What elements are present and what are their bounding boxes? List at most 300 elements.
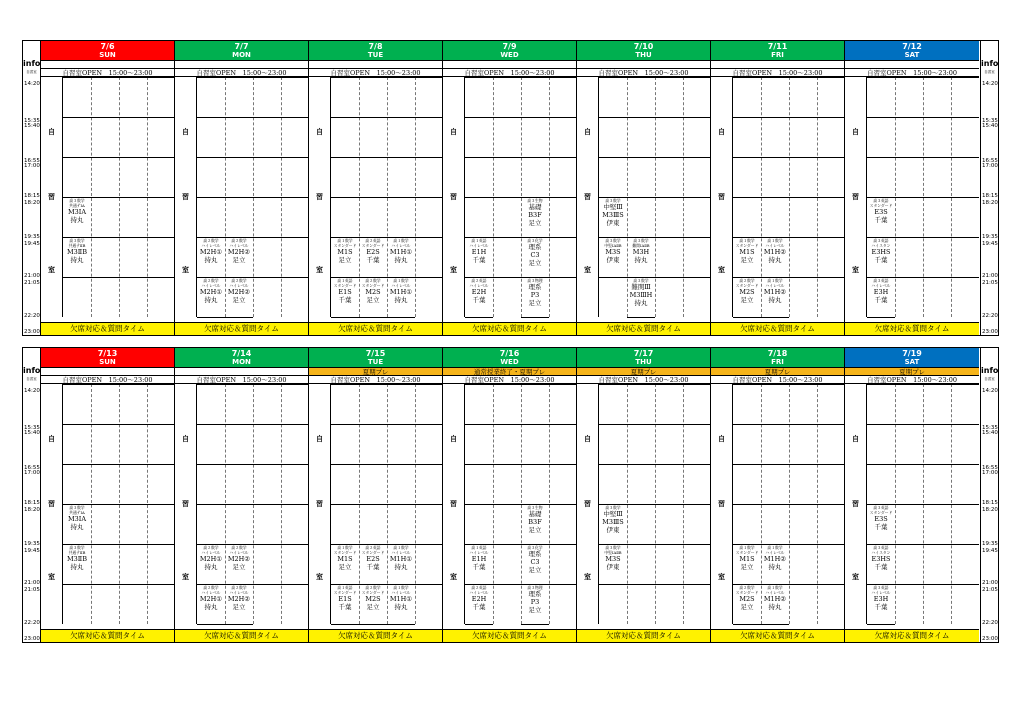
day-weekday: WED xyxy=(500,358,519,366)
class-level: ハイレベル xyxy=(391,550,411,555)
class-subject: 高３物理 xyxy=(527,278,543,283)
class-subject: 高２英語 xyxy=(365,238,381,243)
class-teacher: 持丸 xyxy=(634,256,648,264)
class-teacher: 足立 xyxy=(232,603,246,611)
cell-divider xyxy=(521,624,549,625)
class-cell xyxy=(600,238,626,276)
time-label: 21:05 xyxy=(982,587,998,593)
class-code: E3S xyxy=(874,208,888,216)
class-cell xyxy=(226,585,252,623)
time-label: 15:40 xyxy=(982,123,998,129)
info-row: 夏期プレ xyxy=(711,368,844,376)
class-code: 理系 xyxy=(528,590,542,598)
class-code: E1S xyxy=(338,595,352,603)
class-teacher: 千葉 xyxy=(472,603,486,611)
class-subject: 高２数学 xyxy=(203,545,219,550)
class-teacher: 足立 xyxy=(232,256,246,264)
class-code: 基礎 xyxy=(528,203,542,211)
class-cell xyxy=(332,278,358,316)
class-teacher: 足立 xyxy=(528,219,542,227)
class-code: M3ⅠA xyxy=(67,515,87,523)
study-room-char: 室 xyxy=(182,265,189,274)
class-code: M2S xyxy=(365,595,381,603)
class-teacher: 持丸 xyxy=(204,603,218,611)
class-subject: 高３数学 xyxy=(69,545,85,550)
class-teacher: 伊東 xyxy=(606,526,620,534)
class-level: ハイレベル xyxy=(229,283,249,288)
grid-line xyxy=(197,424,309,425)
class-teacher: 持丸 xyxy=(394,603,408,611)
class-subject: 高３数学 xyxy=(605,198,621,203)
class-subject: 高３数学 xyxy=(605,545,621,550)
class-teacher: 持丸 xyxy=(394,563,408,571)
class-teacher: 千葉 xyxy=(366,563,380,571)
time-label: 14:20 xyxy=(982,388,998,394)
time-label: 16:55 xyxy=(982,465,998,471)
class-cell xyxy=(360,278,386,316)
class-level: ハイレベル xyxy=(871,283,891,288)
class-cell xyxy=(868,198,894,236)
cell-divider xyxy=(197,317,225,318)
study-room-char: 室 xyxy=(718,572,725,581)
class-teacher: 千葉 xyxy=(472,563,486,571)
study-room-char: 習 xyxy=(718,192,725,201)
cell-divider xyxy=(465,317,493,318)
time-label: 23:00 xyxy=(24,329,40,335)
day-column-fri xyxy=(711,41,845,335)
study-room-char: 習 xyxy=(584,192,591,201)
class-code: M1S xyxy=(739,248,755,256)
class-subject: 高２数学 xyxy=(739,585,755,590)
study-room-char: 室 xyxy=(852,265,859,274)
class-code: M2S xyxy=(739,288,755,296)
class-cell xyxy=(466,545,492,583)
time-label: 15:35 xyxy=(24,425,40,431)
class-subject: 高２数学 xyxy=(231,238,247,243)
class-level: ハイレベル xyxy=(469,283,489,288)
day-column-thu xyxy=(577,348,711,642)
study-room-char: 室 xyxy=(450,265,457,274)
class-code: E3S xyxy=(874,515,888,523)
class-teacher: 足立 xyxy=(740,563,754,571)
day-header xyxy=(309,41,442,61)
grid-line xyxy=(331,157,443,158)
time-label: 18:20 xyxy=(982,507,998,513)
study-room-vertical-label xyxy=(309,77,331,317)
class-code: E3H xyxy=(873,595,889,603)
open-hours: 自習室OPEN 15:00～23:00 xyxy=(711,69,844,77)
info-label: info xyxy=(23,366,41,375)
class-level: スタンダード xyxy=(735,283,759,288)
class-teacher: 足立 xyxy=(232,563,246,571)
info-row xyxy=(711,61,844,69)
class-level: ハイレベル xyxy=(229,590,249,595)
info-label: info xyxy=(981,59,999,68)
time-label: 19:35 xyxy=(982,234,998,240)
cell-divider xyxy=(599,584,627,585)
time-label: 14:20 xyxy=(982,81,998,87)
class-cell xyxy=(868,545,894,583)
time-label: 18:15 xyxy=(24,193,40,199)
grid-line xyxy=(733,77,845,78)
class-teacher: 足立 xyxy=(528,566,542,574)
info-row xyxy=(577,61,710,69)
open-hours: 自習室OPEN 15:00～23:00 xyxy=(577,376,710,384)
day-column-tue xyxy=(309,348,443,642)
study-room-char: 自 xyxy=(48,127,55,136)
class-subject: 高１数学 xyxy=(767,278,783,283)
time-label: 22:20 xyxy=(982,313,998,319)
grid-line xyxy=(599,384,711,385)
class-cell xyxy=(762,238,788,276)
study-room-char: 習 xyxy=(48,192,55,201)
class-level: ハイレベル xyxy=(391,243,411,248)
day-weekday: THU xyxy=(635,51,652,59)
class-teacher: 持丸 xyxy=(768,296,782,304)
question-time-bar: 欠席対応＆質問タイム xyxy=(845,322,979,335)
class-cell xyxy=(332,238,358,276)
grid-line xyxy=(599,464,711,465)
day-header xyxy=(577,41,710,61)
grid-line xyxy=(867,77,979,78)
grid-line xyxy=(63,424,175,425)
class-code: 難関Ⅲ xyxy=(631,283,651,291)
class-level: スタンダード xyxy=(333,590,357,595)
class-level: ハイレベル xyxy=(871,590,891,595)
study-room-char: 習 xyxy=(718,499,725,508)
class-subject: 高３数学 xyxy=(605,505,621,510)
class-cell xyxy=(198,278,224,316)
info-label: info xyxy=(981,366,999,375)
class-cell xyxy=(332,585,358,623)
time-label: 21:00 xyxy=(24,273,40,279)
cell-divider xyxy=(761,624,789,625)
class-teacher: 千葉 xyxy=(874,563,888,571)
class-subject: 高３数学 xyxy=(69,505,85,510)
day-date: 7/12 xyxy=(902,42,922,51)
day-weekday: FRI xyxy=(771,51,784,59)
cell-divider xyxy=(465,624,493,625)
class-cell xyxy=(522,545,548,583)
time-label: 15:40 xyxy=(982,430,998,436)
class-teacher: 千葉 xyxy=(366,256,380,264)
class-level: ハイレベル xyxy=(391,590,411,595)
class-subject: 高１数学 xyxy=(393,278,409,283)
time-column-left xyxy=(23,348,41,642)
grid-line xyxy=(197,117,309,118)
day-date: 7/16 xyxy=(499,349,520,358)
class-cell xyxy=(64,505,90,543)
class-cell xyxy=(734,278,760,316)
class-subject: 高２数学 xyxy=(231,585,247,590)
day-date: 7/14 xyxy=(231,349,252,358)
class-teacher: M3ⅢS xyxy=(602,518,624,526)
day-weekday: SAT xyxy=(904,51,920,59)
class-code: M1H① xyxy=(389,288,413,296)
time-label: 22:20 xyxy=(982,620,998,626)
class-code: M1H① xyxy=(389,248,413,256)
class-teacher: 持丸 xyxy=(70,256,84,264)
class-subject: 高１数学 xyxy=(767,585,783,590)
day-date: 7/7 xyxy=(234,42,249,51)
class-subject: 高２数学 xyxy=(365,278,381,283)
grid-line xyxy=(331,77,443,78)
grid-line xyxy=(599,77,711,78)
day-header xyxy=(309,348,442,368)
grid-line xyxy=(197,384,309,385)
class-code: E3HS xyxy=(871,248,891,256)
class-cell xyxy=(360,585,386,623)
class-teacher: C3 xyxy=(530,558,540,566)
grid-line xyxy=(465,464,577,465)
day-column-wed xyxy=(443,41,577,335)
class-cell xyxy=(388,585,414,623)
study-room-label: 自習室 xyxy=(984,70,995,74)
class-subject: 高３英語 xyxy=(873,545,889,550)
class-cell xyxy=(226,278,252,316)
class-teacher: 足立 xyxy=(528,299,542,307)
class-code: E2S xyxy=(366,555,380,563)
class-code: M1H① xyxy=(389,555,413,563)
time-label: 19:45 xyxy=(24,548,40,554)
class-subject: 高２数学 xyxy=(739,278,755,283)
day-column-sat xyxy=(845,348,979,642)
time-column-right xyxy=(980,348,998,642)
class-code: E1H xyxy=(471,248,487,256)
class-level: ハイレベル xyxy=(765,590,785,595)
info-label: info xyxy=(23,59,41,68)
class-code: E2S xyxy=(366,248,380,256)
class-teacher: 足立 xyxy=(232,296,246,304)
class-subject: 高２数学 xyxy=(203,278,219,283)
class-code: E2H xyxy=(471,288,487,296)
study-room-vertical-label xyxy=(175,77,197,317)
study-room-char: 自 xyxy=(852,127,859,136)
class-subject: 高３生物 xyxy=(527,505,543,510)
class-code: 理系 xyxy=(528,243,542,251)
class-cell xyxy=(226,238,252,276)
class-cell xyxy=(868,238,894,276)
class-level: 共通テIA xyxy=(69,510,85,515)
class-subject: 高２数学 xyxy=(365,585,381,590)
open-hours: 自習室OPEN 15:00～23:00 xyxy=(443,376,576,384)
class-subject: 高１数学 xyxy=(393,585,409,590)
class-subject: 高３物理 xyxy=(527,585,543,590)
time-label: 16:55 xyxy=(24,158,40,164)
class-cell xyxy=(466,278,492,316)
class-code: E1S xyxy=(338,288,352,296)
class-teacher: 持丸 xyxy=(70,523,84,531)
day-column-tue xyxy=(309,41,443,335)
class-teacher: 千葉 xyxy=(874,523,888,531)
day-weekday: THU xyxy=(635,358,652,366)
grid-line xyxy=(197,157,309,158)
day-column-wed xyxy=(443,348,577,642)
class-level: スタンダード xyxy=(869,203,893,208)
grid-line xyxy=(331,117,443,118)
grid-line xyxy=(867,117,979,118)
day-header xyxy=(175,348,308,368)
open-hours: 自習室OPEN 15:00～23:00 xyxy=(41,69,174,77)
study-room-char: 自 xyxy=(316,434,323,443)
class-subject: 高３英語 xyxy=(873,278,889,283)
cell-divider xyxy=(867,317,895,318)
class-cell xyxy=(64,198,90,236)
time-label: 18:15 xyxy=(24,500,40,506)
day-header xyxy=(443,41,576,61)
time-label: 23:00 xyxy=(982,329,998,335)
class-subject: 高３生物 xyxy=(527,198,543,203)
question-time-bar: 欠席対応＆質問タイム xyxy=(175,322,308,335)
grid-line xyxy=(465,504,577,505)
study-room-char: 室 xyxy=(450,572,457,581)
class-teacher: 足立 xyxy=(740,256,754,264)
study-room-vertical-label xyxy=(41,384,63,624)
class-subject: 高１数学 xyxy=(767,238,783,243)
day-header xyxy=(577,348,710,368)
grid-line xyxy=(867,384,979,385)
day-date: 7/18 xyxy=(767,349,788,358)
class-level: スタンダード xyxy=(361,243,385,248)
grid-line xyxy=(63,384,175,385)
time-label: 22:20 xyxy=(24,620,40,626)
study-room-vertical-label xyxy=(845,384,867,624)
question-time-bar: 欠席対応＆質問タイム xyxy=(711,322,844,335)
class-subject: 高１数学 xyxy=(739,238,755,243)
class-cell xyxy=(360,238,386,276)
class-code: M2H① xyxy=(199,595,223,603)
class-teacher: 千葉 xyxy=(472,256,486,264)
class-level: 共通テIA xyxy=(69,203,85,208)
study-room-vertical-label xyxy=(41,77,63,317)
cell-divider xyxy=(63,277,91,278)
open-hours: 自習室OPEN 15:00～23:00 xyxy=(711,376,844,384)
class-cell xyxy=(522,278,548,316)
cell-divider xyxy=(387,317,415,318)
time-label: 16:55 xyxy=(982,158,998,164)
cell-divider xyxy=(63,584,91,585)
class-cell xyxy=(734,545,760,583)
class-level: 中堅ⅠAⅡB xyxy=(604,243,622,248)
day-date: 7/8 xyxy=(368,42,383,51)
study-room-char: 習 xyxy=(316,499,323,508)
class-code: 中堅Ⅲ xyxy=(603,510,623,518)
class-level: 中堅ⅠAⅡB xyxy=(604,550,622,555)
time-label: 15:35 xyxy=(982,425,998,431)
day-weekday: SAT xyxy=(904,358,920,366)
day-header xyxy=(41,348,174,368)
class-cell xyxy=(226,545,252,583)
week-1-grid xyxy=(22,40,999,336)
time-label: 16:55 xyxy=(24,465,40,471)
class-subject: 高２数学 xyxy=(231,278,247,283)
class-level: ハイスタン xyxy=(871,243,891,248)
day-weekday: FRI xyxy=(771,358,784,366)
class-subject: 高１数学 xyxy=(767,545,783,550)
study-room-vertical-label xyxy=(711,77,733,317)
open-hours: 自習室OPEN 15:00～23:00 xyxy=(845,376,979,384)
class-cell xyxy=(600,198,626,236)
time-label: 17:00 xyxy=(982,470,998,476)
grid-line xyxy=(197,197,309,198)
cell-divider xyxy=(761,317,789,318)
study-room-char: 室 xyxy=(584,572,591,581)
class-teacher: 持丸 xyxy=(70,563,84,571)
class-code: 中堅Ⅲ xyxy=(603,203,623,211)
class-cell xyxy=(734,238,760,276)
day-column-sun xyxy=(41,348,175,642)
grid-line xyxy=(63,77,175,78)
class-teacher: 伊東 xyxy=(606,219,620,227)
study-room-char: 自 xyxy=(852,434,859,443)
class-subject: 高３数学 xyxy=(69,198,85,203)
time-label: 15:40 xyxy=(24,430,40,436)
grid-line xyxy=(733,424,845,425)
cell-divider xyxy=(387,624,415,625)
grid-line xyxy=(465,157,577,158)
class-code: M3S xyxy=(605,555,621,563)
day-date: 7/17 xyxy=(633,349,654,358)
class-cell xyxy=(628,238,654,276)
grid-line xyxy=(63,117,175,118)
class-teacher: M3ⅢH xyxy=(629,291,653,299)
day-weekday: TUE xyxy=(367,358,384,366)
class-level: ハイレベル xyxy=(469,243,489,248)
grid-line xyxy=(197,504,309,505)
class-level: スタンダード xyxy=(361,550,385,555)
time-label: 17:00 xyxy=(982,163,998,169)
info-row xyxy=(309,61,442,69)
class-teacher: 足立 xyxy=(338,563,352,571)
class-code: M2H② xyxy=(227,248,251,256)
class-level: スタンダード xyxy=(361,283,385,288)
day-weekday: TUE xyxy=(367,51,384,59)
grid-line xyxy=(331,197,443,198)
class-cell xyxy=(466,238,492,276)
cell-divider xyxy=(225,317,253,318)
class-teacher: 持丸 xyxy=(768,563,782,571)
open-hours: 自習室OPEN 15:00～23:00 xyxy=(309,69,442,77)
class-level: 共通テⅡB xyxy=(68,243,86,248)
class-subject: 高２英語 xyxy=(471,278,487,283)
study-room-char: 自 xyxy=(584,434,591,443)
class-level: ハイレベル xyxy=(201,590,221,595)
cell-divider xyxy=(197,624,225,625)
class-level: ハイレベル xyxy=(229,243,249,248)
grid-line xyxy=(331,464,443,465)
class-cell xyxy=(388,545,414,583)
day-column-sun xyxy=(41,41,175,335)
grid-line xyxy=(465,117,577,118)
class-teacher: B3F xyxy=(528,211,542,219)
grid-line xyxy=(197,464,309,465)
class-cell xyxy=(198,585,224,623)
open-hours: 自習室OPEN 15:00～23:00 xyxy=(577,69,710,77)
time-label: 21:05 xyxy=(982,280,998,286)
class-level: ハイレベル xyxy=(765,550,785,555)
cell-divider xyxy=(331,624,359,625)
class-level: スタンダード xyxy=(735,243,759,248)
study-room-vertical-label xyxy=(175,384,197,624)
class-cell xyxy=(522,505,548,543)
class-teacher: C3 xyxy=(530,251,540,259)
study-room-char: 習 xyxy=(852,499,859,508)
study-room-char: 室 xyxy=(48,572,55,581)
class-code: M2H① xyxy=(199,248,223,256)
study-room-vertical-label xyxy=(577,77,599,317)
time-label: 21:00 xyxy=(982,273,998,279)
class-code: E2H xyxy=(471,595,487,603)
